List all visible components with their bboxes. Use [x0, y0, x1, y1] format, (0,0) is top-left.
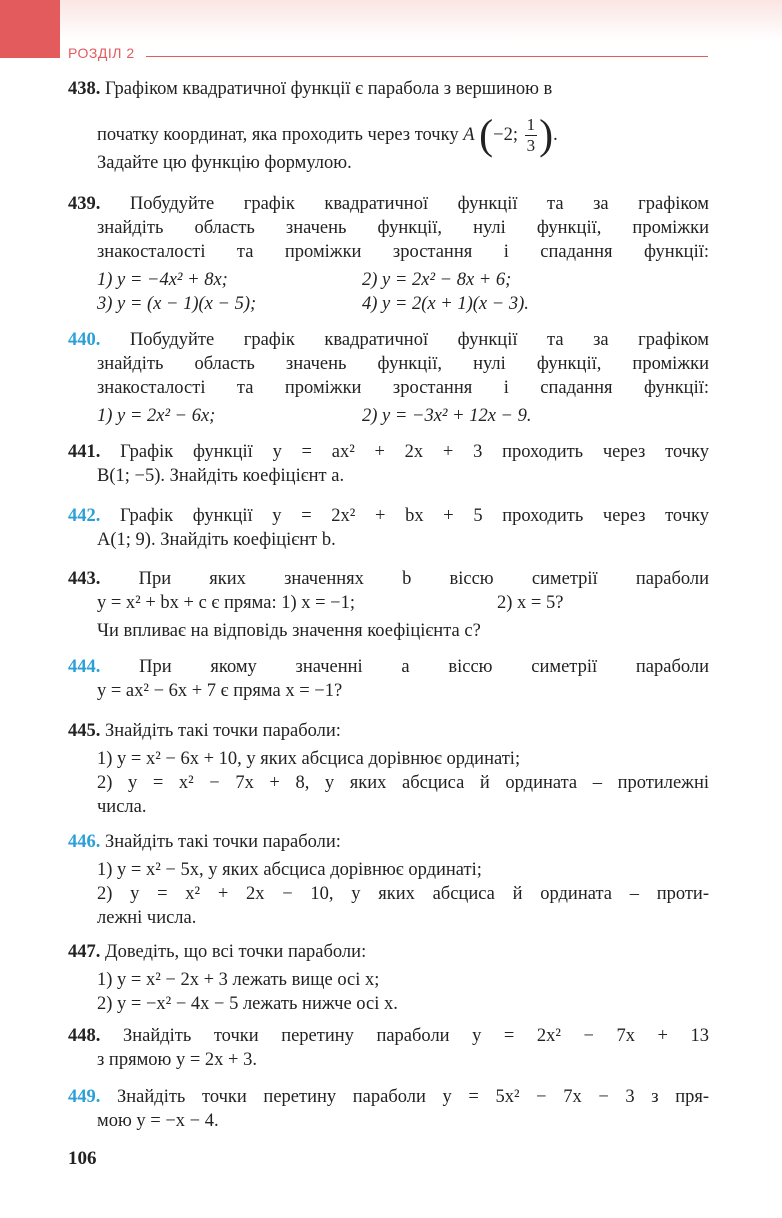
point-x: −2;	[493, 124, 518, 145]
exercise-text: Знайдіть точки перетину параболи y = 2x² − 7x + 13	[122, 1026, 710, 1046]
exercise-text: 1) y = x² − 6x + 10, у яких абсциса дорівнює ординаті;	[97, 749, 521, 769]
exercise-number: 446.	[68, 832, 101, 852]
exercise-number: 441.	[68, 442, 101, 462]
exercise-line	[97, 968, 709, 992]
exercise-item: 2) y = −3x² + 12x − 9.	[362, 406, 532, 426]
exercise-text: Доведіть, що всі точки параболи:	[105, 942, 367, 962]
exercise-item: 3) y = (x − 1)(x − 5);	[97, 294, 257, 314]
exercise-text: Графік функції y = 2x² + bx + 5 проходить через точку	[120, 506, 709, 526]
exercise-line	[97, 771, 709, 795]
exercise-text: Знайдіть такі точки параболи:	[105, 721, 341, 741]
exercise-line	[97, 240, 709, 264]
exercise-line	[97, 747, 709, 771]
exercise-text: Знайдіть точки перетину параболи y = 5x² − 7x − 3 з пря-	[117, 1087, 710, 1107]
exercise-line	[68, 440, 709, 464]
exercise-line	[97, 858, 709, 882]
exercise-text: Графіком квадратичної функції є парабола з вершиною в	[105, 79, 553, 99]
exercise-text: 2) y = x² − 7x + 8, у яких абсциса й ордината – протилежні	[97, 773, 709, 793]
exercise-line	[68, 719, 709, 743]
exercise-text: Чи впливає на відповідь значення коефіцієнта c?	[97, 621, 481, 641]
exercise-text: початку координат, яка проходить через точку	[97, 124, 459, 145]
exercise-text: 2) x = 5?	[497, 593, 564, 613]
exercise-line	[97, 882, 709, 906]
exercise-item: 1) y = 2x² − 6x;	[97, 406, 216, 426]
exercise-text: При яких значеннях b віссю симетрії параболи	[138, 569, 710, 589]
exercise-number: 438.	[68, 79, 101, 99]
exercise-number: 449.	[68, 1087, 101, 1107]
point-name: A	[463, 124, 475, 145]
header-gradient	[0, 0, 782, 40]
exercise-number: 445.	[68, 721, 101, 741]
exercise-item: 2) y = 2x² − 8x + 6;	[362, 270, 512, 290]
exercise-number: 444.	[68, 657, 101, 677]
exercise-text: числа.	[97, 797, 147, 817]
exercise-line	[97, 906, 709, 930]
exercise-line	[68, 830, 709, 854]
exercise-items-row	[97, 268, 709, 292]
exercise-text: y = ax² − 6x + 7 є пряма x = −1?	[97, 681, 343, 701]
exercise-line	[97, 216, 709, 240]
close-paren: )	[539, 112, 554, 159]
exercise-text: 2) y = −x² − 4x − 5 лежать нижче осі x.	[97, 994, 398, 1014]
exercise-line	[68, 655, 709, 679]
section-rule	[146, 56, 708, 57]
fraction-numerator: 1	[526, 115, 536, 134]
exercise-text: Знайдіть такі точки параболи:	[105, 832, 341, 852]
exercise-line	[97, 151, 709, 175]
exercise-line	[97, 992, 709, 1016]
section-corner-tab	[0, 0, 60, 58]
exercise-items-row	[97, 404, 709, 428]
exercise-text: мою y = −x − 4.	[97, 1111, 219, 1131]
exercise-line	[97, 679, 709, 703]
exercise-line	[97, 1109, 709, 1133]
exercise-text: 1) y = x² − 5x, у яких абсциса дорівнює ординаті;	[97, 860, 482, 880]
exercise-line	[68, 940, 709, 964]
exercise-line	[97, 619, 709, 643]
exercise-text: знакосталості та проміжки зростання і спадання функції:	[97, 242, 709, 262]
exercise-item: 4) y = 2(x + 1)(x − 3).	[362, 294, 529, 314]
exercise-line	[97, 795, 709, 819]
exercise-text: При якому значенні a віссю симетрії параболи	[139, 657, 709, 677]
exercise-text: знакосталості та проміжки зростання і спадання функції:	[97, 378, 709, 398]
exercise-line	[97, 591, 709, 615]
exercise-number: 442.	[68, 506, 101, 526]
exercise-text: знайдіть область значень функції, нулі функції, проміжки	[97, 218, 709, 238]
exercise-line	[68, 1085, 709, 1109]
exercise-line	[97, 376, 709, 400]
exercise-text: лежні числа.	[97, 908, 197, 928]
exercise-line	[97, 528, 709, 552]
fraction-denominator: 3	[526, 136, 536, 155]
exercise-text: Графік функції y = ax² + 2x + 3 проходить через точку	[120, 442, 710, 462]
page-number: 106	[68, 1148, 97, 1169]
exercise-number: 443.	[68, 569, 101, 589]
exercise-line	[68, 504, 709, 528]
exercise-text: B(1; −5). Знайдіть коефіцієнт a.	[97, 466, 345, 486]
exercise-item: 1) y = −4x² + 8x;	[97, 270, 228, 290]
exercise-text: Задайте цю функцію формулою.	[97, 153, 352, 173]
section-label: РОЗДІЛ 2	[68, 45, 135, 61]
exercise-line	[97, 1048, 709, 1072]
exercise-items-row	[97, 292, 709, 316]
exercise-text: знайдіть область значень функції, нулі функції, проміжки	[97, 354, 709, 374]
exercise-number: 439.	[68, 194, 101, 214]
exercise-text: з прямою y = 2x + 3.	[97, 1050, 257, 1070]
exercise-line	[68, 328, 709, 352]
exercise-line	[97, 464, 709, 488]
exercise-text: y = x² + bx + c є пряма: 1) x = −1;	[97, 593, 356, 613]
fraction	[525, 115, 538, 156]
exercise-line	[68, 1024, 709, 1048]
exercise-text: Побудуйте графік квадратичної функції та за графіком	[129, 194, 709, 214]
exercise-text: Побудуйте графік квадратичної функції та за графіком	[129, 330, 709, 350]
exercise-number: 447.	[68, 942, 101, 962]
exercise-line	[68, 192, 709, 216]
exercise-number: 448.	[68, 1026, 101, 1046]
exercise-text: A(1; 9). Знайдіть коефіцієнт b.	[97, 530, 336, 550]
exercise-number: 440.	[68, 330, 101, 350]
exercise-line	[68, 77, 709, 101]
point-end: .	[553, 124, 558, 145]
exercise-line	[97, 112, 709, 159]
exercise-line	[68, 567, 709, 591]
exercise-text: 1) y = x² − 2x + 3 лежать вище осі x;	[97, 970, 380, 990]
open-paren: (	[479, 112, 494, 159]
exercise-text: 2) y = x² + 2x − 10, у яких абсциса й ордината – проти-	[97, 884, 709, 904]
exercise-line	[97, 352, 709, 376]
